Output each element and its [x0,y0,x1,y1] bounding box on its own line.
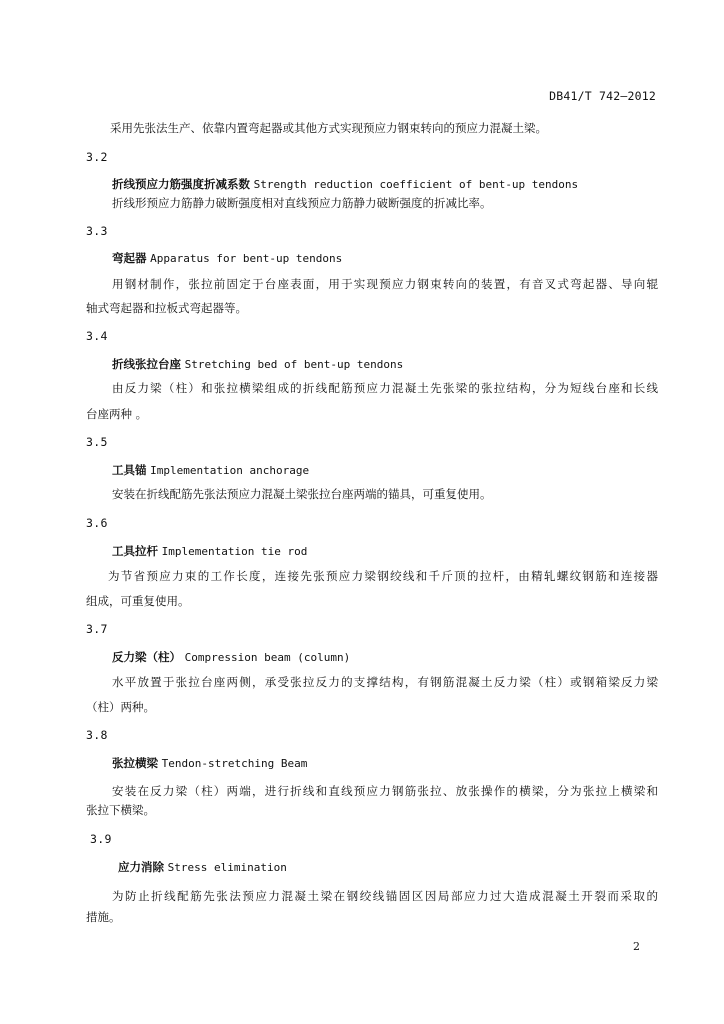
term-heading-3-7 [86,650,684,665]
definition-3-9-line-1: 为防止折线配筋先张法预应力混凝土梁在钢绞线锚固区因局部应力过大造成混凝土开裂而采取的 [112,889,658,903]
term-cn: 折线预应力筋强度折减系数 [112,177,250,191]
term-en: Implementation anchorage [150,464,310,477]
intro-paragraph: 采用先张法生产、依靠内置弯起器或其他方式实现预应力钢束转向的预应力混凝土梁。 [110,121,547,135]
term-cn: 张拉横梁 [112,756,158,770]
term-en: Apparatus for bent-up tendons [150,252,343,265]
term-heading-3-4 [86,357,684,372]
section-number-3-8: 3.8 [86,728,108,742]
term-en: Stress elimination [167,861,287,874]
definition-3-2-line-1: 折线形预应力筋静力破断强度相对直线预应力筋静力破断强度的折减比率。 [112,196,492,210]
section-number-3-5: 3.5 [86,435,108,449]
term-cn: 应力消除 [118,860,164,874]
term-en: Implementation tie rod [161,545,308,558]
term-heading-3-5 [86,463,684,478]
definition-3-4-line-1: 由反力梁（柱）和张拉横梁组成的折线配筋预应力混凝土先张梁的张拉结构，分为短线台座和长线 [112,381,658,395]
section-number-3-4: 3.4 [86,329,108,343]
term-cn: 折线张拉台座 [112,357,181,371]
document-code-header: DB41/T 742—2012 [549,89,656,103]
definition-3-8-line-2: 张拉下横梁。 [86,803,155,817]
section-number-3-7: 3.7 [86,622,108,636]
definition-3-7-line-2: （柱）两种。 [86,700,155,714]
definition-3-3-line-2: 轴式弯起器和拉板式弯起器等。 [86,301,247,315]
term-heading-3-3 [86,251,684,266]
section-number-3-9: 3.9 [90,832,112,846]
definition-3-5-line-1: 安装在折线配筋先张法预应力混凝土梁张拉台座两端的锚具，可重复使用。 [112,487,492,501]
term-cn: 工具锚 [112,463,147,477]
section-number-3-2: 3.2 [86,150,108,164]
term-cn: 弯起器 [112,251,147,265]
definition-3-9-line-2: 措施。 [86,910,121,924]
definition-3-6-line-2: 组成，可重复使用。 [86,594,190,608]
section-number-3-6: 3.6 [86,516,108,530]
definition-3-6-line-1: 为节省预应力束的工作长度，连接先张预应力梁钢绞线和千斤顶的拉杆，由精轧螺纹钢筋和连接器 [108,569,658,583]
definition-3-3-line-1: 用钢材制作，张拉前固定于台座表面，用于实现预应力钢束转向的装置，有音叉式弯起器、导向辊 [112,277,658,291]
term-heading-3-9 [86,860,690,875]
term-en: Compression beam (column) [184,651,351,664]
term-en: Stretching bed of bent-up tendons [184,358,404,371]
section-number-3-3: 3.3 [86,224,108,238]
definition-3-4-line-2: 台座两种 。 [86,407,148,421]
term-en: Tendon-stretching Beam [161,757,308,770]
page-number: 2 [633,940,640,953]
term-heading-3-6 [86,544,684,559]
definition-3-8-line-1: 安装在反力梁（柱）两端，进行折线和直线预应力钢筋张拉、放张操作的横梁，分为张拉上横梁和 [112,784,658,798]
term-heading-3-8 [86,756,684,771]
term-cn: 工具拉杆 [112,544,158,558]
definition-3-7-line-1: 水平放置于张拉台座两侧，承受张拉反力的支撑结构，有钢筋混凝土反力梁（柱）或钢箱梁反力梁 [112,675,658,689]
term-cn: 反力梁（柱） [112,650,181,664]
term-heading-3-2 [86,177,684,192]
term-en: Strength reduction coefficient of bent-up tendons [253,178,579,191]
